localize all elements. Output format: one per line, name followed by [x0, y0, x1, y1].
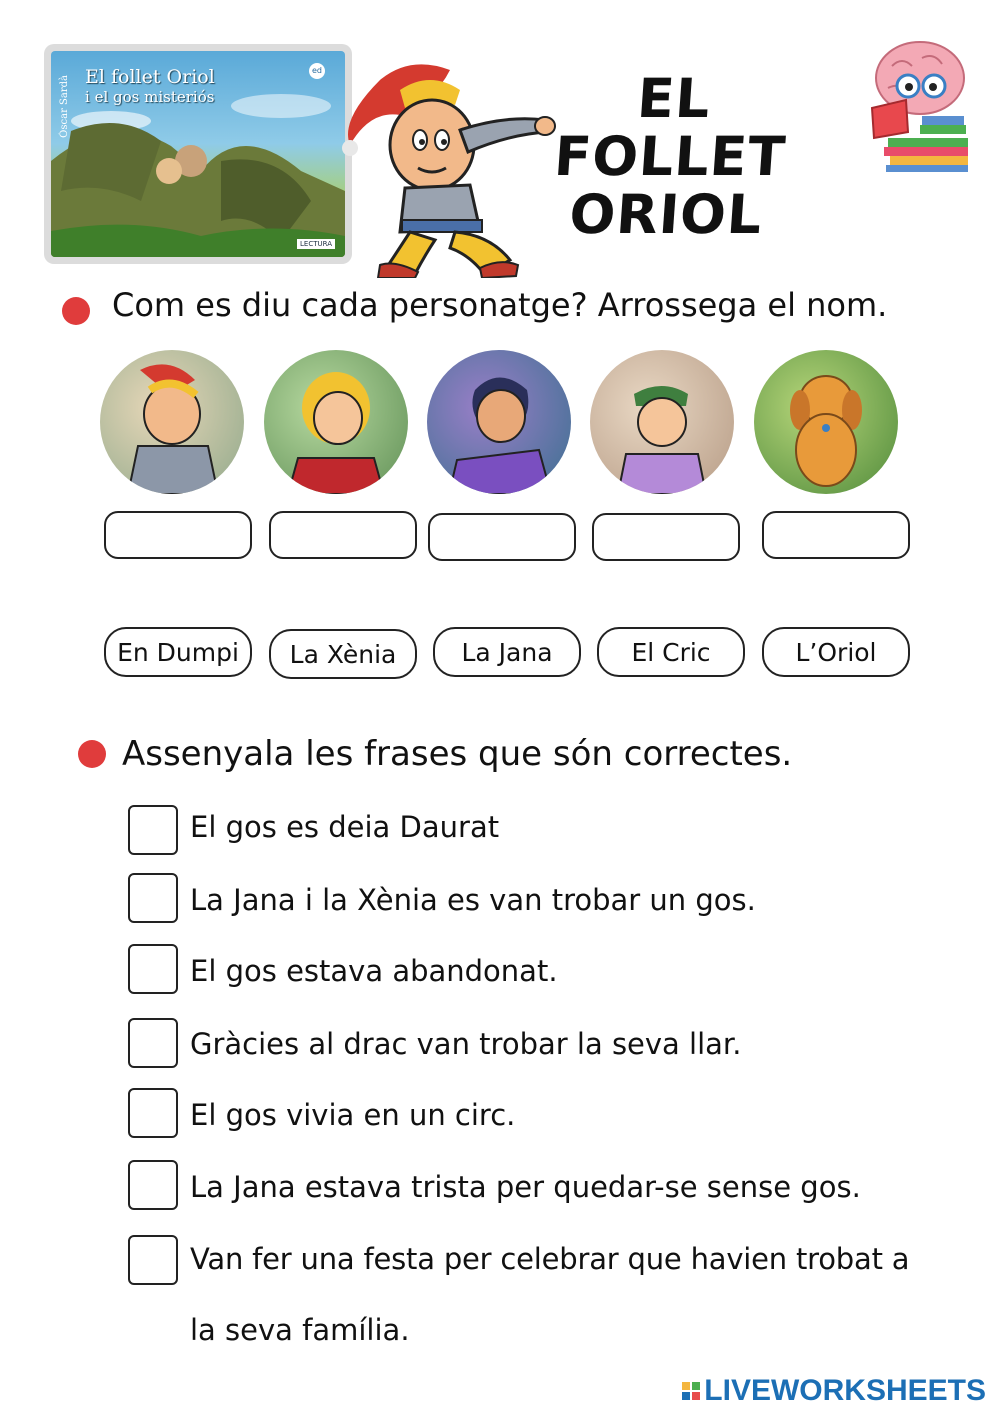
dumpi-portrait-image: [754, 350, 898, 494]
dumpi-portrait: [754, 350, 898, 494]
page-title-line1: EL FOLLET: [552, 67, 788, 188]
cover-author: Òscar Sardà: [59, 75, 70, 138]
section1-heading: Com es diu cada personatge? Arrossega el nom.: [112, 286, 888, 324]
statement-checkbox[interactable]: [128, 1235, 178, 1285]
jana-portrait: [427, 350, 571, 494]
drop-box-4[interactable]: [592, 513, 740, 561]
statement-text: Van fer una festa per celebrar que havien trobat a: [190, 1242, 910, 1276]
book-cover-image: [51, 51, 345, 257]
statement-checkbox[interactable]: [128, 944, 178, 994]
brain-reading-mascot-icon: [862, 38, 974, 172]
statement-text: El gos estava abandonat.: [190, 954, 558, 988]
oriol-portrait: [100, 350, 244, 494]
oriol-character-illustration: [340, 60, 560, 278]
name-chip[interactable]: En Dumpi: [104, 627, 252, 677]
xenia-portrait: [264, 350, 408, 494]
statement-text: El gos vivia en un circ.: [190, 1098, 516, 1132]
statement-text-continued: la seva família.: [190, 1313, 410, 1347]
statement-text: La Jana i la Xènia es van trobar un gos.: [190, 883, 756, 917]
section2-heading: Assenyala les frases que són correctes.: [122, 734, 793, 774]
name-chip[interactable]: L’Oriol: [762, 627, 910, 677]
drop-box-3[interactable]: [428, 513, 576, 561]
statement-checkbox[interactable]: [128, 1018, 178, 1068]
drop-box-2[interactable]: [269, 511, 417, 559]
name-chip[interactable]: La Jana: [433, 627, 581, 677]
statement-text: Gràcies al drac van trobar la seva llar.: [190, 1027, 742, 1061]
statement-checkbox[interactable]: [128, 1088, 178, 1138]
xenia-portrait-image: [264, 350, 408, 494]
cover-title: [85, 67, 215, 107]
publisher-badge: ed: [309, 63, 325, 79]
statement-text: La Jana estava trista per quedar-se sense gos.: [190, 1170, 861, 1204]
page-title-line2: ORIOL: [567, 183, 765, 246]
statement-checkbox[interactable]: [128, 805, 178, 855]
bullet-point: [62, 297, 90, 325]
statement-checkbox[interactable]: [128, 873, 178, 923]
book-cover: [44, 44, 352, 264]
name-chip[interactable]: La Xènia: [269, 629, 417, 679]
bullet-point: [78, 740, 106, 768]
cover-label: LECTURA: [297, 239, 335, 249]
cover-title-line1: El follet Oriol: [85, 66, 215, 88]
page-title: [534, 67, 806, 246]
cric-portrait-image: [590, 350, 734, 494]
cover-title-line2: i el gos misteriós: [85, 88, 215, 106]
liveworksheets-brand-text: LIVEWORKSHEETS: [704, 1374, 986, 1407]
drop-box-5[interactable]: [762, 511, 910, 559]
jana-portrait-image: [427, 350, 571, 494]
cric-portrait: [590, 350, 734, 494]
name-chip[interactable]: El Cric: [597, 627, 745, 677]
liveworksheets-logo-icon: [682, 1382, 700, 1400]
liveworksheets-logo: [682, 1374, 986, 1408]
oriol-portrait-image: [100, 350, 244, 494]
drop-box-1[interactable]: [104, 511, 252, 559]
statement-text: El gos es deia Daurat: [190, 810, 500, 844]
statement-checkbox[interactable]: [128, 1160, 178, 1210]
